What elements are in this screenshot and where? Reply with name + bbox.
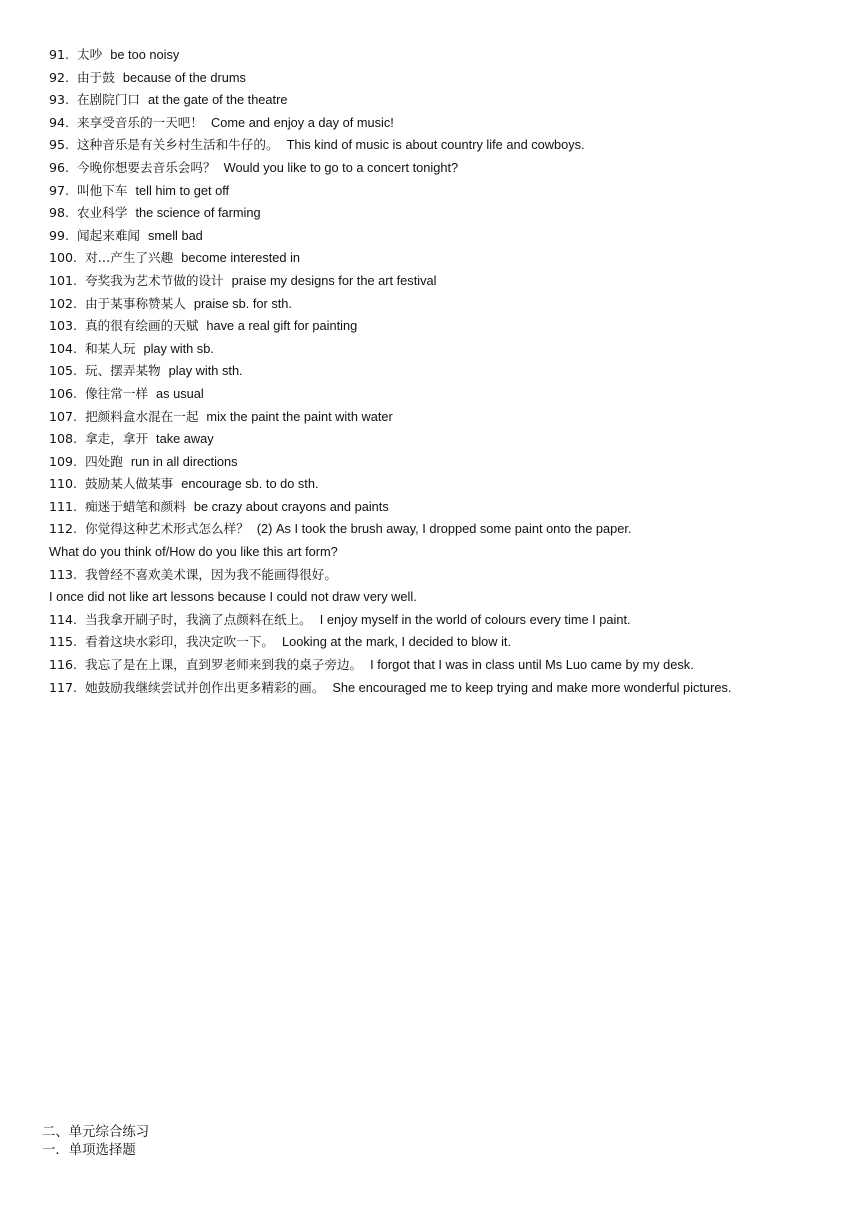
english-phrase: run in all directions bbox=[130, 453, 238, 469]
english-phrase: I enjoy myself in the world of colours every time I paint. bbox=[319, 611, 631, 627]
item-number: 117. bbox=[49, 679, 78, 695]
chinese-phrase: 你觉得这种艺术形式怎么样？ bbox=[85, 521, 249, 537]
item-number: 106. bbox=[49, 385, 78, 401]
english-phrase: Come and enjoy a day of music! bbox=[211, 114, 394, 130]
english-phrase: play with sb. bbox=[143, 340, 214, 356]
chinese-phrase: 鼓励某人做某事 bbox=[85, 476, 174, 492]
english-phrase: Looking at the mark, I decided to blow it. bbox=[281, 634, 512, 650]
english-phrase: Would you like to go to a concert tonight? bbox=[223, 159, 459, 175]
chinese-phrase: 夸奖我为艺术节做的设计 bbox=[85, 272, 224, 288]
list-item bbox=[49, 293, 849, 316]
continuation-line: I once did not like art lessons because I could not draw very well. bbox=[49, 589, 417, 605]
list-item bbox=[49, 270, 849, 293]
english-phrase: mix the paint the paint with water bbox=[206, 408, 393, 424]
item-number: 112. bbox=[49, 521, 78, 537]
section-headings bbox=[42, 1124, 149, 1160]
item-number: 107. bbox=[49, 408, 78, 424]
item-number: 104. bbox=[49, 340, 78, 356]
english-phrase: take away bbox=[156, 431, 214, 447]
chinese-phrase: 看着这块水彩印，我决定吹一下。 bbox=[85, 634, 274, 650]
chinese-phrase: 来享受音乐的一天吧！ bbox=[77, 114, 203, 130]
list-item bbox=[49, 451, 849, 474]
item-number: 92. bbox=[49, 69, 70, 85]
chinese-phrase: 太吵 bbox=[77, 47, 103, 62]
list-item bbox=[49, 677, 849, 700]
english-phrase: be crazy about crayons and paints bbox=[193, 498, 389, 514]
list-item bbox=[49, 518, 849, 541]
chinese-phrase: 我忘了是在上课，直到罗老师来到我的桌子旁边。 bbox=[85, 657, 363, 673]
chinese-phrase: 对…产生了兴趣 bbox=[85, 250, 174, 266]
item-number: 114. bbox=[49, 611, 78, 627]
item-number: 103. bbox=[49, 318, 78, 334]
item-number: 97. bbox=[49, 182, 70, 198]
english-phrase: have a real gift for painting bbox=[206, 318, 358, 334]
list-item bbox=[49, 609, 849, 632]
chinese-phrase: 农业科学 bbox=[77, 205, 128, 221]
item-number: 102. bbox=[49, 295, 78, 311]
list-item bbox=[49, 654, 849, 677]
chinese-phrase: 拿走，拿开 bbox=[85, 431, 149, 447]
item-number: 101. bbox=[49, 272, 78, 288]
chinese-phrase: 我曾经不喜欢美术课，因为我不能画得很好。 bbox=[85, 566, 337, 582]
list-item bbox=[49, 564, 849, 587]
english-phrase: I forgot that I was in class until Ms Luo came by my desk. bbox=[370, 657, 694, 673]
chinese-phrase: 这种音乐是有关乡村生活和牛仔的。 bbox=[77, 137, 279, 153]
item-number: 109. bbox=[49, 453, 78, 469]
chinese-phrase: 今晚你想要去音乐会吗？ bbox=[77, 159, 216, 175]
list-item bbox=[49, 44, 849, 67]
english-phrase: (2) As I took the brush away, I dropped some paint onto the paper. bbox=[256, 521, 632, 537]
chinese-phrase: 真的很有绘画的天赋 bbox=[85, 318, 199, 334]
item-number: 113. bbox=[49, 566, 78, 582]
item-number: 98. bbox=[49, 205, 70, 221]
list-item bbox=[49, 315, 849, 338]
english-phrase: as usual bbox=[156, 385, 204, 401]
chinese-phrase: 叫他下车 bbox=[77, 182, 128, 198]
item-number: 99. bbox=[49, 227, 70, 243]
english-phrase: be too noisy bbox=[110, 47, 180, 62]
chinese-phrase: 由于某事称赞某人 bbox=[85, 295, 186, 311]
continuation-line: What do you think of/How do you like this art form? bbox=[49, 544, 338, 560]
chinese-phrase: 闻起来难闻 bbox=[77, 227, 141, 243]
item-number: 116. bbox=[49, 657, 78, 673]
item-number: 105. bbox=[49, 363, 78, 379]
item-number: 110. bbox=[49, 476, 78, 492]
item-number: 115. bbox=[49, 634, 78, 650]
english-phrase: the science of farming bbox=[135, 205, 261, 221]
list-item bbox=[49, 202, 849, 225]
item-number: 91. bbox=[49, 47, 70, 62]
section-heading-multiple-choice: 一．单项选择题 bbox=[42, 1143, 136, 1158]
english-phrase: because of the drums bbox=[122, 69, 246, 85]
list-item bbox=[49, 180, 849, 203]
vocabulary-list bbox=[49, 44, 849, 699]
item-number: 93. bbox=[49, 92, 70, 108]
english-phrase: tell him to get off bbox=[135, 182, 230, 198]
english-phrase: encourage sb. to do sth. bbox=[181, 476, 319, 492]
list-item bbox=[49, 360, 849, 383]
item-number: 94. bbox=[49, 114, 70, 130]
item-number: 111. bbox=[49, 498, 78, 514]
chinese-phrase: 在剧院门口 bbox=[77, 92, 141, 108]
list-item bbox=[49, 338, 849, 361]
list-item bbox=[49, 67, 849, 90]
list-item bbox=[49, 134, 849, 157]
english-phrase: praise sb. for sth. bbox=[193, 295, 292, 311]
chinese-phrase: 玩、摆弄某物 bbox=[85, 363, 161, 379]
list-item bbox=[49, 496, 849, 519]
item-number: 108. bbox=[49, 431, 78, 447]
item-number: 100. bbox=[49, 250, 78, 266]
section-heading-comprehensive-practice: 二、单元综合练习 bbox=[42, 1125, 150, 1140]
list-item bbox=[49, 89, 849, 112]
english-phrase: This kind of music is about country life and cowboys. bbox=[286, 137, 585, 153]
chinese-phrase: 她鼓励我继续尝试并创作出更多精彩的画。 bbox=[85, 679, 325, 695]
list-item bbox=[49, 473, 849, 496]
english-phrase: She encouraged me to keep trying and make more wonderful pictures. bbox=[332, 679, 732, 695]
chinese-phrase: 由于鼓 bbox=[77, 69, 115, 85]
english-phrase: become interested in bbox=[181, 250, 301, 266]
english-phrase: at the gate of the theatre bbox=[148, 92, 288, 108]
list-item bbox=[49, 406, 849, 429]
english-phrase: smell bad bbox=[148, 227, 203, 243]
chinese-phrase: 把颜料盒水混在一起 bbox=[85, 408, 199, 424]
list-item bbox=[49, 247, 849, 270]
list-item bbox=[49, 383, 849, 406]
chinese-phrase: 当我拿开刷子时，我滴了点颜料在纸上。 bbox=[85, 611, 312, 627]
chinese-phrase: 痴迷于蜡笔和颜料 bbox=[85, 498, 186, 514]
list-item bbox=[49, 428, 849, 451]
chinese-phrase: 和某人玩 bbox=[85, 340, 136, 356]
list-item bbox=[49, 631, 849, 654]
chinese-phrase: 像往常一样 bbox=[85, 385, 149, 401]
list-item bbox=[49, 225, 849, 248]
item-number: 96. bbox=[49, 159, 70, 175]
english-phrase: play with sth. bbox=[168, 363, 243, 379]
list-item bbox=[49, 157, 849, 180]
chinese-phrase: 四处跑 bbox=[85, 453, 123, 469]
item-number: 95. bbox=[49, 137, 70, 153]
list-item bbox=[49, 112, 849, 135]
english-phrase: praise my designs for the art festival bbox=[231, 272, 437, 288]
